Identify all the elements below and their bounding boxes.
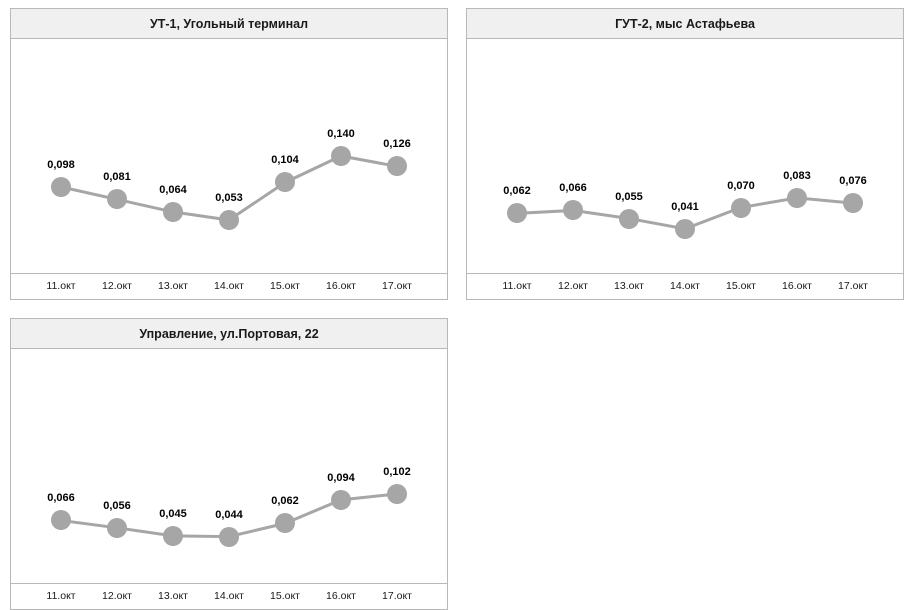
data-point-label: 0,055 <box>615 190 643 203</box>
data-point-marker <box>163 526 183 546</box>
x-axis-tick-label: 12.окт <box>102 280 132 292</box>
x-axis-tick-label: 17.окт <box>382 590 412 602</box>
data-point-label: 0,053 <box>215 192 243 204</box>
x-axis-tick-label: 16.окт <box>326 280 356 292</box>
data-point-label: 0,041 <box>671 200 699 213</box>
data-point-marker <box>675 219 695 239</box>
data-point-label: 0,094 <box>327 471 355 484</box>
data-point-label: 0,076 <box>839 175 867 188</box>
series-line <box>11 39 447 299</box>
data-point-marker <box>107 189 127 209</box>
x-axis-tick-label: 12.окт <box>558 280 588 292</box>
data-point-label: 0,044 <box>215 508 243 521</box>
x-axis-tick-label: 13.окт <box>158 590 188 602</box>
chart-title: ГУТ-2, мыс Астафьева <box>467 9 903 39</box>
data-point-marker <box>563 200 583 220</box>
x-axis-tick-label: 13.окт <box>158 280 188 292</box>
x-axis-tick-label: 16.окт <box>326 590 356 602</box>
data-point-marker <box>731 198 751 218</box>
data-point-marker <box>51 510 71 530</box>
chart-plot-area <box>11 39 447 299</box>
x-axis-tick-label: 13.окт <box>614 280 644 292</box>
chart-panel-upravlenie <box>10 318 448 610</box>
x-axis-tick-label: 14.окт <box>214 280 244 292</box>
data-point-label: 0,070 <box>727 179 755 192</box>
data-point-label: 0,066 <box>559 182 587 195</box>
x-axis-tick-label: 14.окт <box>670 280 700 292</box>
x-axis-tick-label: 15.окт <box>270 280 300 292</box>
data-point-label: 0,126 <box>383 138 411 151</box>
data-point-label: 0,102 <box>383 465 411 478</box>
data-point-label: 0,045 <box>159 507 187 520</box>
chart-plot-area <box>467 39 903 299</box>
data-point-label: 0,140 <box>327 128 355 140</box>
data-point-label: 0,066 <box>47 492 75 505</box>
data-point-label: 0,081 <box>103 171 131 184</box>
x-axis <box>467 273 903 299</box>
data-point-label: 0,062 <box>503 185 531 198</box>
chart-plot-area <box>11 349 447 609</box>
x-axis-tick-label: 11.окт <box>502 280 532 292</box>
chart-title: Управление, ул.Портовая, 22 <box>11 319 447 349</box>
data-point-marker <box>507 203 527 223</box>
data-point-marker <box>163 202 183 222</box>
data-point-marker <box>387 156 407 176</box>
chart-panel-gut2 <box>466 8 904 300</box>
data-point-label: 0,098 <box>47 158 75 171</box>
x-axis-tick-label: 11.окт <box>46 590 76 602</box>
chart-panel-ut1 <box>10 8 448 300</box>
x-axis-tick-label: 15.окт <box>726 280 756 292</box>
x-axis <box>11 583 447 609</box>
chart-title: УТ-1, Угольный терминал <box>11 9 447 39</box>
data-point-marker <box>331 146 351 166</box>
x-axis-tick-label: 15.окт <box>270 590 300 602</box>
x-axis-tick-label: 16.окт <box>782 280 812 292</box>
data-point-label: 0,083 <box>783 169 811 182</box>
data-point-marker <box>219 210 239 230</box>
x-axis-tick-label: 17.окт <box>382 280 412 292</box>
data-point-label: 0,056 <box>103 499 131 512</box>
x-axis-tick-label: 12.окт <box>102 590 132 602</box>
data-point-marker <box>619 209 639 229</box>
series-line <box>467 39 903 299</box>
data-point-label: 0,062 <box>271 495 299 508</box>
data-point-label: 0,064 <box>159 183 187 196</box>
data-point-label: 0,104 <box>271 154 299 167</box>
x-axis-tick-label: 11.окт <box>46 280 76 292</box>
data-point-marker <box>219 527 239 547</box>
x-axis-tick-label: 17.окт <box>838 280 868 292</box>
series-line <box>11 349 447 609</box>
x-axis <box>11 273 447 299</box>
data-point-marker <box>843 193 863 213</box>
x-axis-tick-label: 14.окт <box>214 590 244 602</box>
data-point-marker <box>107 518 127 538</box>
data-point-marker <box>275 172 295 192</box>
data-point-marker <box>331 490 351 510</box>
data-point-marker <box>275 513 295 533</box>
data-point-marker <box>787 188 807 208</box>
data-point-marker <box>51 177 71 197</box>
data-point-marker <box>387 484 407 504</box>
